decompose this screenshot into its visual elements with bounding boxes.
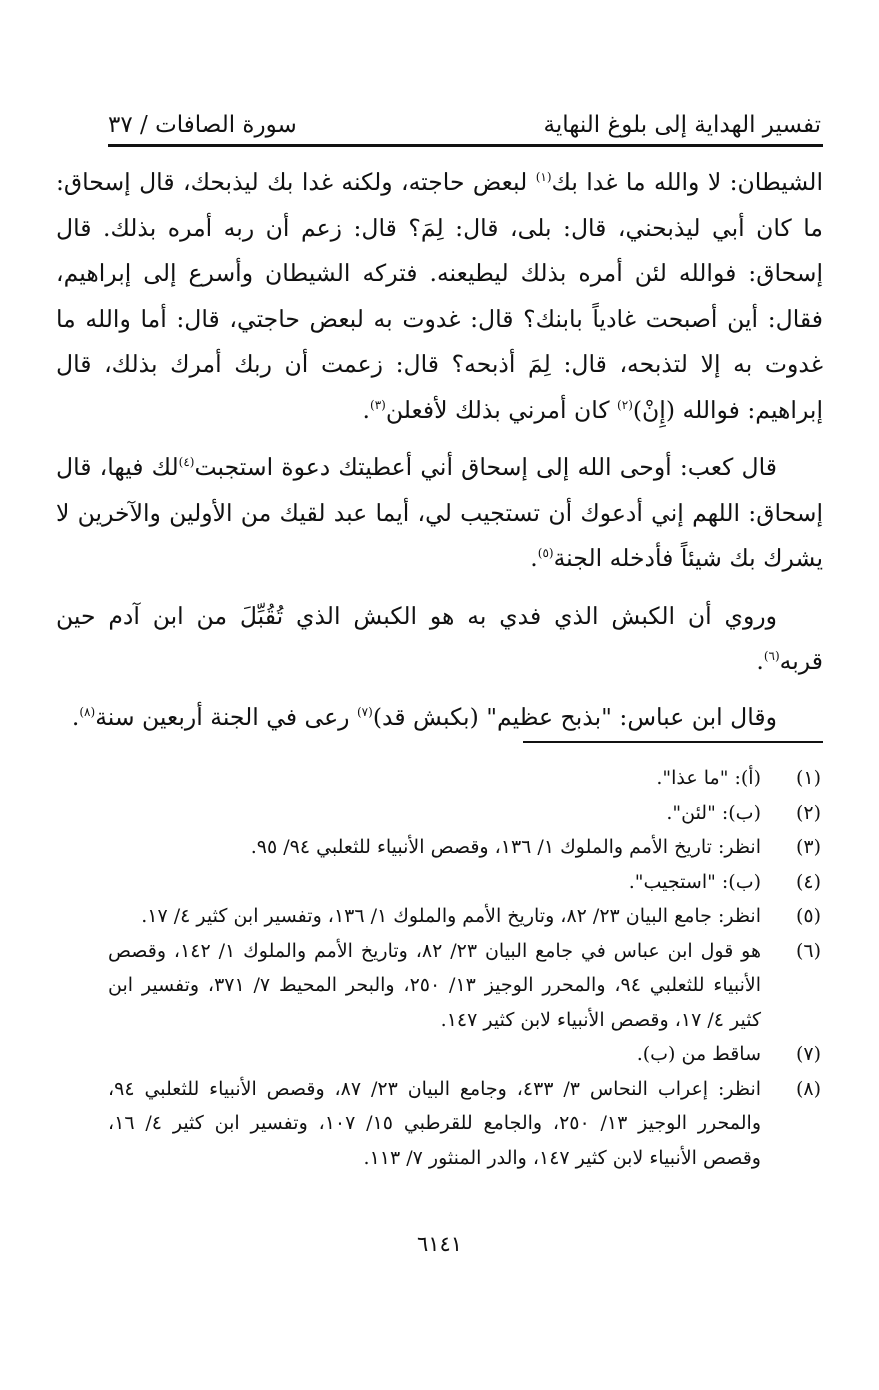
footnote-marker: (٦): [763, 649, 780, 664]
footnote-text: (ب): "لئن".: [666, 801, 761, 824]
footnotes: [108, 761, 823, 1175]
page-number: ٦١٤١: [416, 1232, 463, 1256]
text-run: وروي أن الكبش الذي فدي به هو الكبش الذي تُقُبِّلَ من ابن آدم حين قربه: [56, 601, 823, 675]
footnote-item: [108, 1072, 823, 1176]
book-title: تفسير الهداية إلى بلوغ النهاية: [543, 112, 821, 138]
footnote-item: [108, 796, 823, 831]
footnote-text: انظر: جامع البيان ٢٣/ ٨٢، وتاريخ الأمم والملوك ١/ ١٣٦، وتفسير ابن كثير ٤/ ١٧.: [141, 905, 761, 927]
footnote-marker: (٣): [370, 397, 386, 412]
footnote-number: (١): [795, 767, 821, 789]
footnote-item: [108, 761, 823, 796]
text-run: الشيطان: لا والله ما غدا بك: [551, 168, 823, 196]
surah-title: سورة الصافات / ٣٧: [108, 112, 297, 138]
text-run: وقال ابن عباس: "بذبح عظيم" (بكبش قد): [372, 702, 777, 731]
footnote-number: (٨): [795, 1077, 821, 1100]
footnote-number: (٦): [795, 939, 821, 962]
header-rule: [108, 144, 823, 147]
text-run: .: [756, 647, 764, 675]
footnote-separator: [523, 741, 823, 743]
paragraph-1: [56, 160, 823, 433]
footnote-text: (أ): "ما عذا".: [656, 767, 761, 789]
text-run: قال كعب: أوحى الله إلى إسحاق أني أعطيتك دعوة استجبت: [194, 453, 777, 481]
footnote-marker: (١): [535, 170, 552, 185]
text-run: لك فيها، قال إسحاق: اللهم إني أدعوك أن تستجيب لي، أيما عبد لقيك من الأولين والآخرين لا يشرك بك شيئاً فأدخله الجنة: [56, 453, 823, 572]
text-run: .: [530, 544, 538, 572]
footnote-number: (٧): [795, 1043, 821, 1065]
footnote-number: (٤): [795, 870, 821, 893]
paragraph-3: [56, 594, 823, 685]
footnote-marker: (٥): [537, 546, 554, 561]
text-run: .: [71, 702, 80, 731]
text-run: لبعض حاجته، ولكنه غدا بك ليذبحك، قال إسحاق: ما كان أبي ليذبحني، قال: بلى، قال: لِمَ؟ قال: زعم أن ربه أمره بذلك. قال إسحاق: فوالله لئن أمره بذلك ليطيعنه. فتركه الشيطان وأسرع إلى إبراهيم، فقال: أين أصبحت غادياً بابنك؟ قال: غدوت به لبعض حاجتي، قال: أما والله ما غدوت به إلا لتذبحه، قال: لِمَ أذبحه؟ قال: زعمت أن ربك أمرك بذلك، قال إبراهيم: فوالله (إِنْ): [56, 168, 823, 424]
footnote-item: [108, 865, 823, 900]
paragraph-2: [56, 445, 823, 582]
text-run: رعى في الجنة أربعين سنة: [95, 702, 357, 731]
footnote-text: هو قول ابن عباس في جامع البيان ٢٣/ ٨٢، وتاريخ الأمم والملوك ١/ ١٤٢، وقصص الأنبياء للثعلبي ٩٤، والمحرر الوجيز ١٣/ ٢٥٠، والبحر المحيط ٧/ ٣٧١، وتفسير ابن كثير ٤/ ١٧، وقصص الأنبياء لابن كثير ١٤٧.: [108, 939, 762, 1031]
footnote-text: ساقط من (ب).: [636, 1043, 761, 1065]
footnote-number: (٢): [795, 801, 821, 824]
footnote-marker: (٢): [617, 397, 633, 412]
footnote-marker: (٤): [178, 455, 195, 470]
footnote-item: [108, 1037, 823, 1072]
text-run: .: [362, 395, 371, 424]
main-text: [56, 160, 823, 740]
paragraph-4: [56, 695, 823, 741]
running-header: [108, 98, 821, 138]
footnote-text: انظر: تاريخ الأمم والملوك ١/ ١٣٦، وقصص الأنبياء للثعلبي ٩٤/ ٩٥.: [250, 836, 761, 858]
footnote-text: انظر: إعراب النحاس ٣/ ٤٣٣، وجامع البيان ٢٣/ ٨٧، وقصص الأنبياء للثعلبي ٩٤، والمحرر الوجيز ١٣/ ٢٥٠، والجامع للقرطبي ١٥/ ١٠٧، وتفسير ابن كثير ٤/ ١٦، وقصص الأنبياء لابن كثير ١٤٧، والدر المنثور ٧/ ١١٣.: [108, 1077, 762, 1169]
footnote-number: (٣): [795, 836, 821, 858]
footnote-text: (ب): "استجيب".: [628, 870, 761, 893]
text-run: كان أمرني بذلك لأفعلن: [385, 395, 618, 424]
footnote-item: [108, 899, 823, 934]
footnote-marker: (٧): [356, 704, 373, 719]
footnote-marker: (٨): [79, 704, 96, 719]
footnote-number: (٥): [795, 905, 821, 927]
footnote-item: [108, 934, 823, 1038]
footnote-item: [108, 830, 823, 865]
